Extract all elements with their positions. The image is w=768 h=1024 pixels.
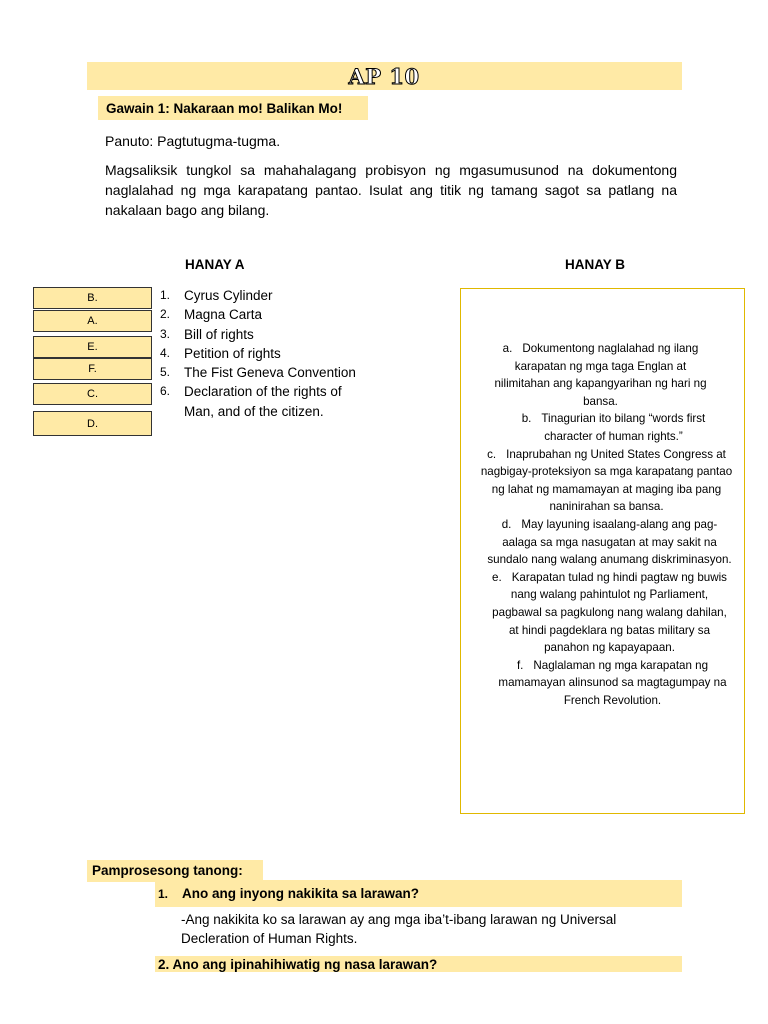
list-item: 1. Cyrus Cylinder bbox=[160, 288, 273, 303]
answer-box-2[interactable]: A. bbox=[33, 310, 152, 332]
list-item: 4. Petition of rights bbox=[160, 345, 281, 361]
hanay-b-heading: HANAY B bbox=[565, 257, 626, 272]
list-item: d. May layuning isaalang-alang ang pag-aalaga sa mga nasugatan at may sakit na sundalo nang walang anumang diskriminasyon. bbox=[487, 517, 732, 567]
list-item: a. Dokumentong naglalahad ng ilang karapatan ng mga taga Englan at nilimitahan ang kapangyarihan ng hari ng bansa. bbox=[494, 342, 707, 408]
list-item: b. Tinagurian ito bilang “words first character of human rights.” bbox=[521, 412, 706, 443]
page-title: AP 10 bbox=[348, 64, 420, 89]
list-item: 6. Declaration of the rights of Man, and of the citizen. bbox=[160, 384, 342, 419]
instruction-text: Panuto: Pagtutugma-tugma. bbox=[105, 133, 281, 149]
question-2: 2. Ano ang ipinahihiwatig ng nasa larawan? bbox=[158, 957, 438, 972]
question-1: 1. Ano ang inyong nakikita sa larawan? bbox=[158, 886, 420, 901]
list-item: e. Karapatan tulad ng hindi pagtaw ng buwis nang walang pahintulot ng Parliament, pagbawal sa pagkulong nang walang dahilan, at hindi pagdeklara ng batas military sa panahon ng kapayapaan. bbox=[492, 570, 727, 655]
answer-box-5[interactable]: C. bbox=[33, 383, 152, 405]
list-item: 5. The Fist Geneva Convention bbox=[160, 365, 356, 381]
list-item: 3. Bill of rights bbox=[160, 326, 254, 342]
hanay-a-list bbox=[160, 286, 380, 421]
hanay-a-heading: HANAY A bbox=[185, 257, 245, 272]
questions-heading: Pamprosesong tanong: bbox=[87, 860, 263, 882]
answer-box-1[interactable]: B. bbox=[33, 287, 152, 309]
answer-box-6[interactable]: D. bbox=[33, 411, 152, 436]
answer-box-3[interactable]: E. bbox=[33, 336, 152, 358]
list-item: 2. Magna Carta bbox=[160, 307, 263, 323]
activity-paragraph: Magsaliksik tungkol sa mahahalagang probisyon ng mgasumusunod na dokumentong naglalahad ng mga karapatang pantao. Isulat ang titik ng tamang sagot sa patlang na nakalaan bago ang bilang. bbox=[105, 162, 677, 218]
list-item: f. Naglalaman ng mga karapatan ng mamamayan alinsunod sa magtagumpay na French Revolution. bbox=[498, 658, 727, 707]
activity-title: Gawain 1: Nakaraan mo! Balikan Mo! bbox=[98, 96, 368, 120]
hanay-b-list bbox=[472, 340, 737, 709]
list-item: c. Inaprubahan ng United States Congress at nagbigay-proteksiyon sa mga karapatang pantao ng lahat ng mamamayan at maging iba pang naninirahan sa bansa. bbox=[480, 447, 733, 514]
answer-1: -Ang nakikita ko sa larawan ay ang mga iba’t-ibang larawan ng Universal Decleration of Human Rights. bbox=[181, 912, 617, 946]
answer-box-4[interactable]: F. bbox=[33, 358, 152, 380]
